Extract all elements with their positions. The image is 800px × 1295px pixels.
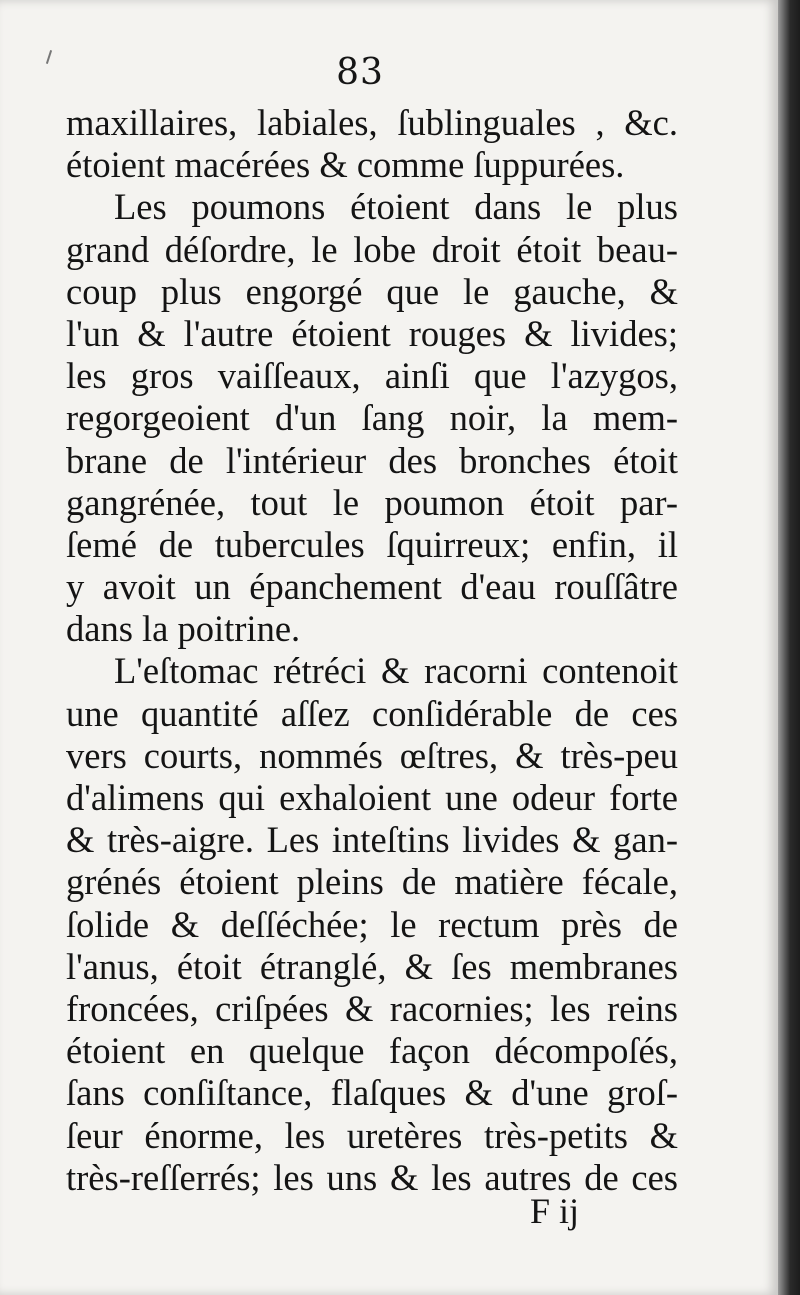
- text-line: maxillaires, labiales, ſublinguales , &c.: [66, 102, 678, 143]
- scan-edge: [778, 0, 800, 1295]
- text-line: d'alimens qui exhaloient une odeur forte: [66, 777, 678, 818]
- text-line: étoient macérées & comme ſuppurées.: [66, 144, 625, 186]
- body-text: [66, 102, 678, 1199]
- text-line: regorgeoient d'un ſang noir, la mem-: [66, 397, 678, 439]
- text-line: grénés étoient pleins de matière fécale,: [66, 861, 678, 903]
- text-line: Les poumons étoient dans le plus: [114, 186, 678, 228]
- text-line: coup plus engorgé que le gauche, &: [66, 270, 678, 312]
- text-line: ſolide & deſſéchée; le rectum près de: [66, 903, 678, 945]
- signature-mark: F ij: [530, 1191, 580, 1231]
- text-line: grand déſordre, le lobe droit étoit beau-: [66, 228, 678, 270]
- margin-mark: [46, 50, 52, 64]
- text-line: très-reſſerrés; les uns & les autres de ces: [66, 1156, 678, 1198]
- text-line: dans la poitrine.: [66, 608, 301, 650]
- text-line: ſans conſiſtance, flaſques & d'une groſ-: [66, 1072, 678, 1114]
- text-line: & très-aigre. Les inteſtins livides & gan-: [66, 819, 678, 861]
- text-line: brane de l'intérieur des bronches étoit: [66, 439, 678, 481]
- text-line: y avoit un épanchement d'eau rouſſâtre: [66, 566, 678, 608]
- page-number: 83: [336, 52, 384, 93]
- text-line: étoient en quelque façon décompoſés,: [66, 1030, 678, 1072]
- text-line: ſemé de tubercules ſquirreux; enfin, il: [66, 523, 678, 565]
- text-line: gangrénée, tout le poumon étoit par-: [66, 481, 678, 523]
- text-line: l'un & l'autre étoient rouges & livides;: [66, 312, 678, 354]
- text-line: L'eſtomac rétréci & racorni contenoit: [114, 650, 678, 692]
- text-line: ſeur énorme, les uretères très-petits &: [66, 1114, 678, 1156]
- text-line: les gros vaiſſeaux, ainſi que l'azygos,: [66, 355, 678, 397]
- text-line: l'anus, étoit étranglé, & ſes membranes: [66, 945, 678, 987]
- text-line: vers courts, nommés œſtres, & très-peu: [66, 734, 678, 776]
- text-line: une quantité aſſez conſidérable de ces: [66, 692, 678, 734]
- text-line: froncées, criſpées & racornies; les reins: [66, 987, 678, 1029]
